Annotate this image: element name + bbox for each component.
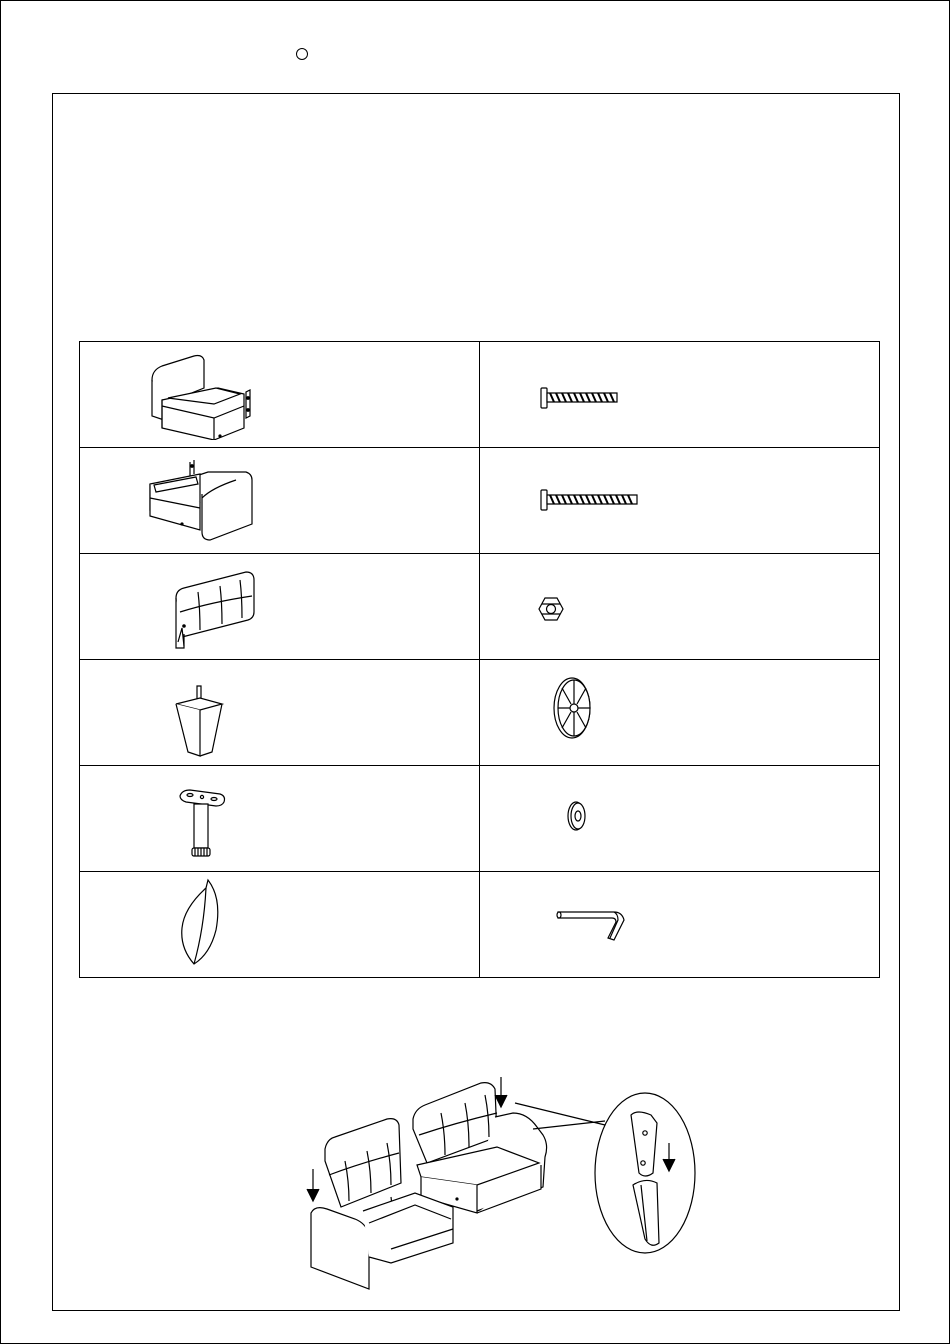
allen-key-icon bbox=[556, 906, 632, 946]
part-cell-right-seat bbox=[80, 448, 480, 554]
part-cell-washer bbox=[480, 766, 880, 872]
tapered-wooden-leg-icon bbox=[174, 684, 226, 758]
metal-leg-with-plate-icon bbox=[178, 786, 228, 864]
table-row bbox=[80, 766, 880, 872]
part-cell-metal-leg bbox=[80, 766, 480, 872]
armchair-right-seat-icon bbox=[136, 454, 260, 546]
table-row bbox=[80, 872, 880, 978]
glide-disc-icon bbox=[552, 676, 594, 740]
part-cell-short-bolt bbox=[480, 342, 880, 448]
circle-marker bbox=[296, 48, 308, 60]
part-cell-glide-disc bbox=[480, 660, 880, 766]
table-row bbox=[80, 342, 880, 448]
tufted-backrest-icon bbox=[172, 568, 258, 652]
leaf-decoration-icon bbox=[176, 878, 226, 968]
part-cell-leaf bbox=[80, 872, 480, 978]
part-cell-hex-nut bbox=[480, 554, 880, 660]
long-bolt-icon bbox=[540, 488, 642, 512]
short-bolt-icon bbox=[540, 386, 622, 410]
part-cell-backrest bbox=[80, 554, 480, 660]
sofa-assembly-diagram-icon bbox=[305, 1073, 705, 1303]
part-cell-left-seat bbox=[80, 342, 480, 448]
part-cell-long-bolt bbox=[480, 448, 880, 554]
table-row bbox=[80, 660, 880, 766]
part-cell-allen-key bbox=[480, 872, 880, 978]
hex-nut-icon bbox=[538, 596, 564, 622]
washer-icon bbox=[566, 800, 588, 832]
part-cell-wooden-leg bbox=[80, 660, 480, 766]
table-row bbox=[80, 554, 880, 660]
table-row bbox=[80, 448, 880, 554]
armchair-left-seat-icon bbox=[148, 348, 258, 440]
parts-table bbox=[79, 341, 880, 978]
